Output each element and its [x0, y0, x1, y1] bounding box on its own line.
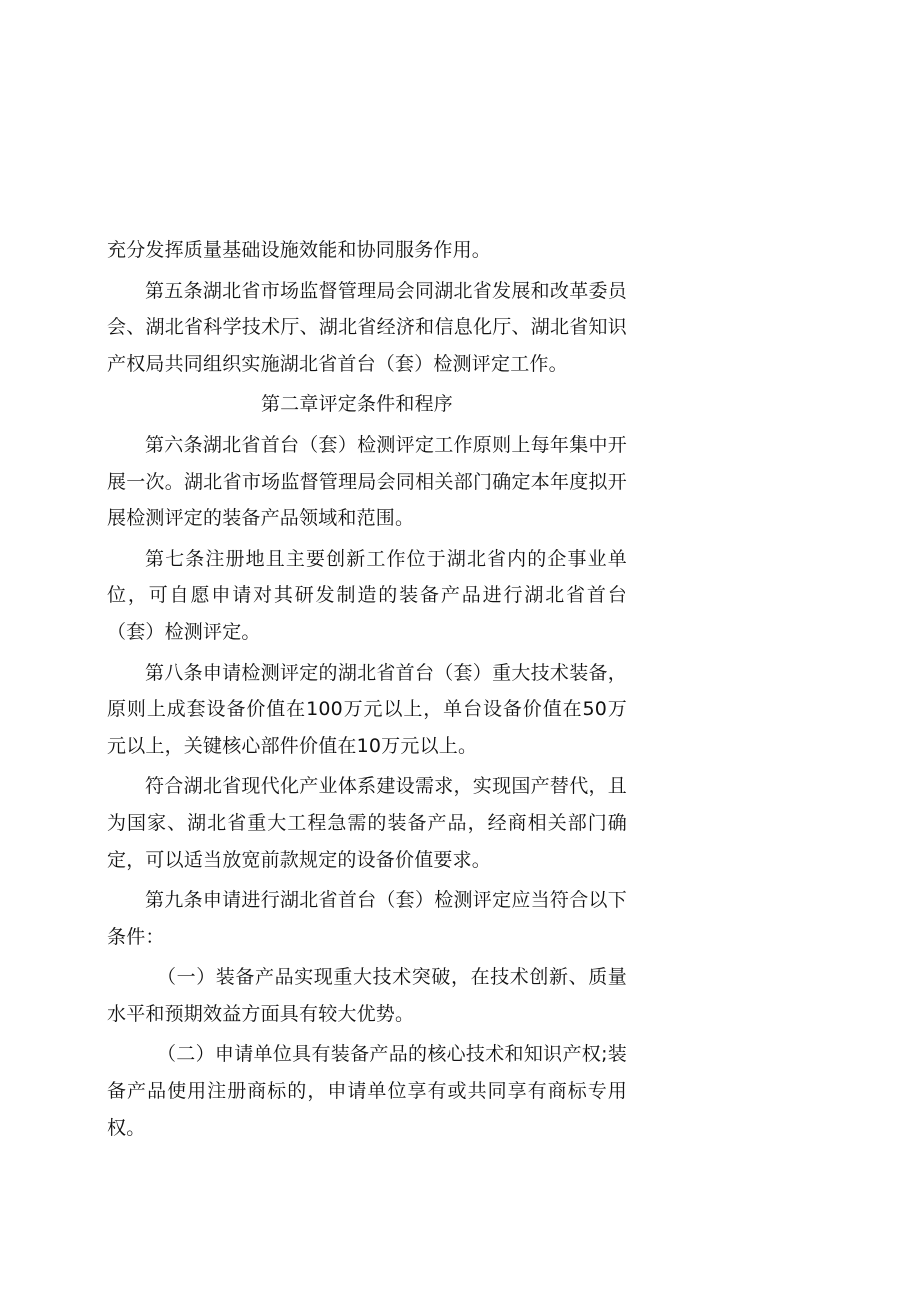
paragraph-article-7: 第七条注册地且主要创新工作位于湖北省内的企事业单位，可自愿申请对其研发制造的装备产品进行湖北省首台（套）检测评定。: [107, 547, 627, 643]
paragraph-item-2: （二）申请单位具有装备产品的核心技术和知识产权;装备产品使用注册商标的，申请单位享有或共同享有商标专用权。: [107, 1043, 627, 1139]
paragraph-article-5: 第五条湖北省市场监督管理局会同湖北省发展和改革委员会、湖北省科学技术厅、湖北省经济和信息化厅、湖北省知识产权局共同组织实施湖北省首台（套）检测评定工作。: [107, 279, 627, 375]
paragraph-article-6: 第六条湖北省首台（套）检测评定工作原则上每年集中开展一次。湖北省市场监督管理局会同相关部门确定本年度拟开展检测评定的装备产品领域和范围。: [107, 433, 627, 530]
paragraph-item-1: （一）装备产品实现重大技术突破，在技术创新、质量水平和预期效益方面具有较大优势。: [107, 966, 627, 1025]
paragraph-article-8-supplement: 符合湖北省现代化产业体系建设需求，实现国产替代，且为国家、湖北省重大工程急需的装备产品，经商相关部门确定，可以适当放宽前款规定的设备价值要求。: [107, 775, 627, 871]
paragraph-article-8: 第八条申请检测评定的湖北省首台（套）重大技术装备，原则上成套设备价值在100万元以上，单台设备价值在50万元以上，关键核心部件价值在10万元以上。: [107, 661, 627, 757]
document-body: [107, 232, 627, 1150]
chapter-heading: 第二章评定条件和程序: [260, 393, 453, 416]
paragraph-continuation: 充分发挥质量基础设施效能和协同服务作用。: [107, 239, 492, 261]
paragraph-article-9: 第九条申请进行湖北省首台（套）检测评定应当符合以下条件：: [107, 889, 627, 948]
